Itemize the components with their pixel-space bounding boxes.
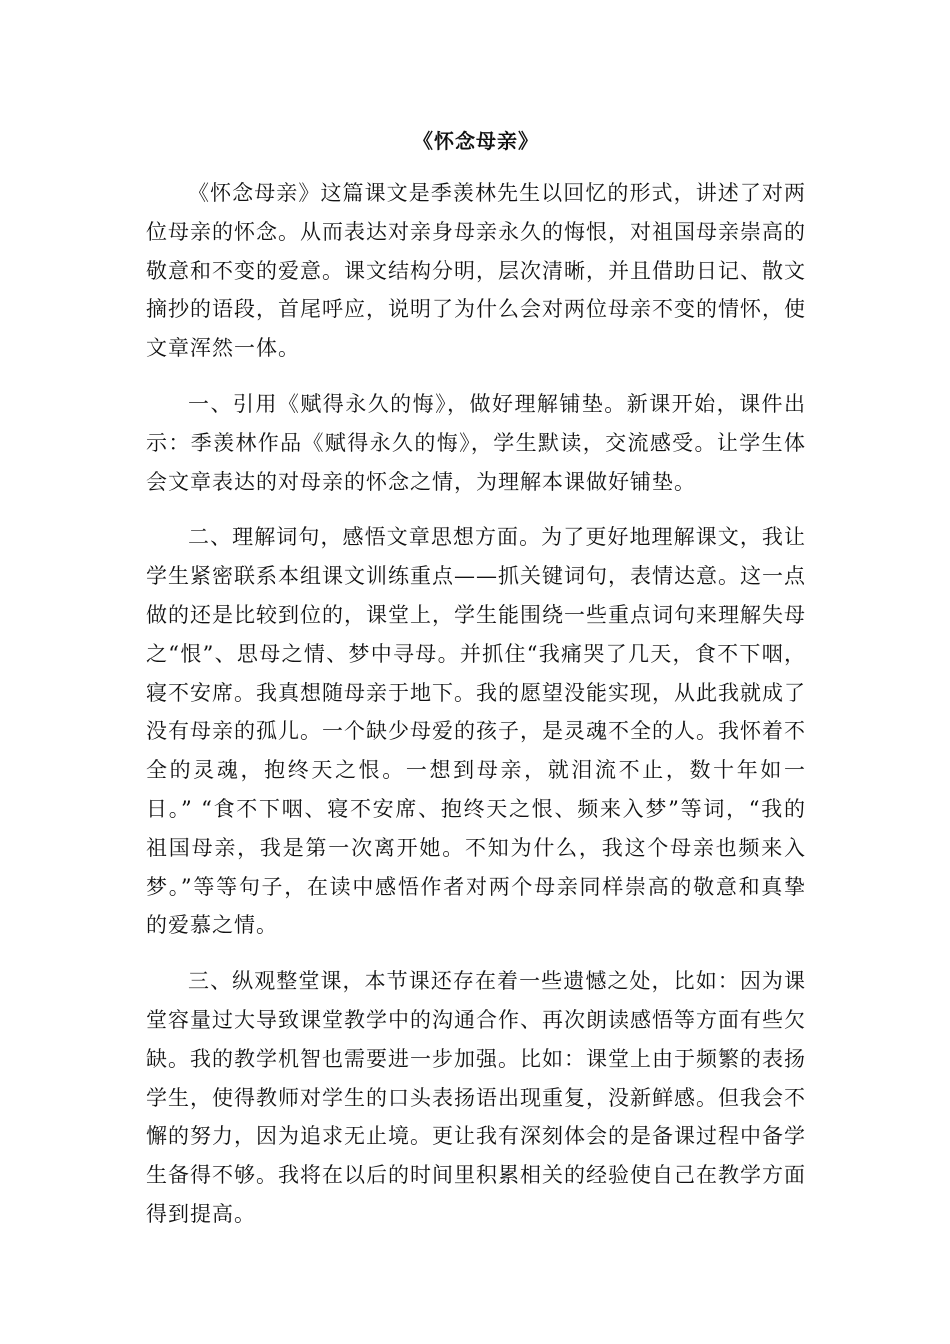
document-title: 《怀念母亲》 [413,129,539,153]
document-page [146,122,806,1251]
paragraph-point-three: 三、纵观整堂课，本节课还存在着一些遗憾之处，比如：因为课堂容量过大导致课堂教学中的沟通合作、再次朗读感悟等方面有些欠缺。我的教学机智也需要进一步加强。比如：课堂上由于频繁的表扬学生，使得教师对学生的口头表扬语出现重复，没新鲜感。但我会不懈的努力，因为追求无止境。更让我有深刻体会的是备课过程中备学生备得不够。我将在以后的时间里积累相关的经验使自己在教学方面得到提高。 [146,969,806,1226]
paragraph-point-one: 一、引用《赋得永久的悔》，做好理解铺垫。新课开始，课件出示：季羡林作品《赋得永久的悔》，学生默读，交流感受。让学生体会文章表达的对母亲的怀念之情，为理解本课做好铺垫。 [146,391,806,494]
paragraph-intro: 《怀念母亲》这篇课文是季羡林先生以回忆的形式，讲述了对两位母亲的怀念。从而表达对亲身母亲永久的悔恨，对祖国母亲崇高的敬意和不变的爱意。课文结构分明，层次清晰，并且借助日记、散文摘抄的语段，首尾呼应，说明了为什么会对两位母亲不变的情怀，使文章浑然一体。 [146,181,806,361]
paragraph-point-two: 二、理解词句，感悟文章思想方面。为了更好地理解课文，我让学生紧密联系本组课文训练重点——抓关键词句，表情达意。这一点做的还是比较到位的，课堂上，学生能围绕一些重点词句来理解失母之“恨”、思母之情、梦中寻母。并抓住“我痛哭了几天，食不下咽，寝不安席。我真想随母亲于地下。我的愿望没能实现，从此我就成了没有母亲的孤儿。一个缺少母爱的孩子，是灵魂不全的人。我怀着不全的灵魂，抱终天之恨。一想到母亲，就泪流不止，数十年如一日。” “食不下咽、寝不安席、抱终天之恨、频来入梦”等词，“我的祖国母亲，我是第一次离开她。不知为什么，我这个母亲也频来入梦。”等等句子，在读中感悟作者对两个母亲同样崇高的敬意和真挚的爱慕之情。 [146,525,806,938]
